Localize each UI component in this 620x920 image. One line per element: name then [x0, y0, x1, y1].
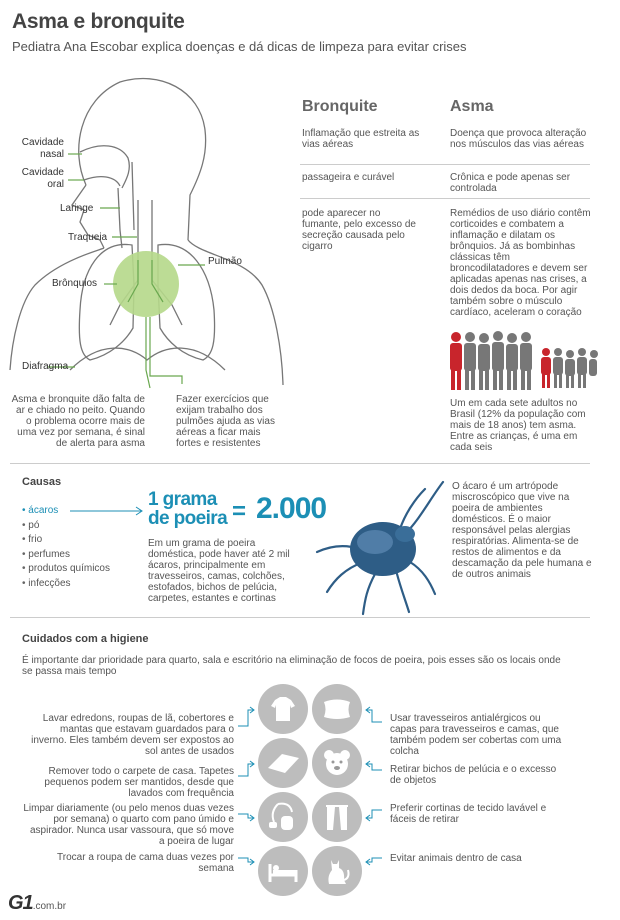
one-gram-dust-label: 1 grama de poeira: [148, 489, 228, 529]
page-title: Asma e bronquite: [12, 10, 185, 33]
hygiene-intro: É importante dar prioridade para quarto, sala e escritório na eliminação de focos de poeira, pois esses são os locais onde se passa mais tempo: [22, 655, 561, 677]
page-subtitle: Pediatra Ana Escobar explica doenças e dá dicas de limpeza para evitar crises: [12, 39, 467, 54]
asma-course: Crônica e pode apenas ser controlada: [450, 172, 571, 194]
care-right-2: Retirar bichos de pelúcia e o excesso de objetos: [390, 764, 557, 786]
asma-statistic: Um em cada sete adultos no Brasil (12% da população com mais de 18 anos) tem asma. Entre as crianças, é uma em cada seis: [450, 398, 586, 453]
label-laringe: Laringe: [60, 203, 94, 214]
mite-description: O ácaro é um artrópode miscroscópico que vive na poeira de ambientes domésticos. É o maior responsável pelas alergias respiratórias. Alimenta-se de restos de alimentos e da descamação da pele humana e de outros animais: [452, 481, 592, 580]
note-exercise: Fazer exercícios que exijam trabalho dos pulmões ajuda as vias aéreas a ficar mais fortes e resistentes: [176, 394, 275, 449]
asma-heading: Asma: [450, 98, 494, 115]
population-silhouettes-icon: [448, 330, 598, 392]
label-cavidade-oral: Cavidade oral: [21, 167, 64, 190]
bronquite-course: passageira e curável: [302, 172, 395, 183]
bronquite-heading: Bronquite: [302, 98, 378, 115]
care-right-1: Usar travesseiros antialérgicos ou capas para travesseiros e camas, que também podem ser cobertas com uma colcha: [390, 713, 562, 757]
care-left-3: Limpar diariamente (ou pelo menos duas vezes por semana) o quarto com pano úmido e aspirador. Nunca usar vassoura, que só move a poeira de lugar: [23, 803, 234, 847]
causes-list: [22, 504, 110, 591]
cause-item: • pó: [22, 519, 110, 534]
asma-definition: Doença que provoca alteração nos músculos das vias aéreas: [450, 128, 587, 150]
label-bronquios: Brônquios: [52, 278, 98, 289]
bronquite-definition: Inflamação que estreita as vias aéreas: [302, 128, 420, 150]
hygiene-connector-arrows: [230, 684, 390, 904]
g1-logo[interactable]: [8, 892, 66, 915]
respiratory-anatomy-illustration: [0, 70, 300, 400]
mite-count: 2.000: [256, 492, 327, 525]
g1-logo-mark: G1: [8, 892, 33, 914]
bronquite-cause: pode aparecer no fumante, pelo excesso de secreção causada pelo cigarro: [302, 208, 416, 252]
dust-description: Em um grama de poeira doméstica, pode haver até 2 mil ácaros, principalmente em travesseiros, camas, colchões, estofados, bichos de pelúcia, carpetes, estantes e cortinas: [148, 538, 290, 604]
care-left-4: Trocar a roupa de cama duas vezes por semana: [57, 852, 234, 874]
causes-heading: Causas: [22, 476, 62, 488]
label-pulmao: Pulmão: [208, 256, 242, 267]
label-diafragma: Diafragma: [22, 361, 69, 372]
cause-item: • infecções: [22, 577, 110, 592]
care-right-3: Preferir cortinas de tecido lavável e fáceis de retirar: [390, 803, 547, 825]
note-breathing-alert: Asma e bronquite dão falta de ar e chiado no peito. Quando o problema ocorre mais de uma vez por semana, é sinal de alerta para asma: [11, 394, 145, 449]
cause-item: • perfumes: [22, 548, 110, 563]
care-right-4: Evitar animais dentro de casa: [390, 853, 522, 864]
cause-item: • frio: [22, 533, 110, 548]
label-traqueia: Traqueia: [68, 232, 108, 243]
dust-mite-icon: [305, 474, 453, 622]
arrow-icon: [68, 505, 148, 517]
hygiene-heading: Cuidados com a higiene: [22, 633, 149, 645]
care-left-1: Lavar edredons, roupas de lã, cobertores e mantas que estavam guardados para o inverno. Eles também devem ser expostos ao sol antes de usados: [31, 713, 234, 757]
cause-item: • produtos químicos: [22, 562, 110, 577]
cause-item: • ácaros: [22, 504, 110, 519]
equals-sign: =: [232, 498, 247, 525]
care-left-2: Remover todo o carpete de casa. Tapetes pequenos podem ser mantidos, desde que lavados com frequência: [44, 766, 234, 799]
asma-treatment: Remédios de uso diário contêm corticoides e combatem a inflamação e dilatam os brônquios. Já as bombinhas clássicas têm broncodilatadores e devem ser aplicadas apenas nas crises, a dois dedos da boca. Por agir também sobre o músculo cardíaco, aceleram o coração: [450, 208, 591, 318]
label-cavidade-nasal: Cavidade nasal: [21, 137, 64, 160]
g1-logo-domain: .com.br: [32, 901, 67, 912]
